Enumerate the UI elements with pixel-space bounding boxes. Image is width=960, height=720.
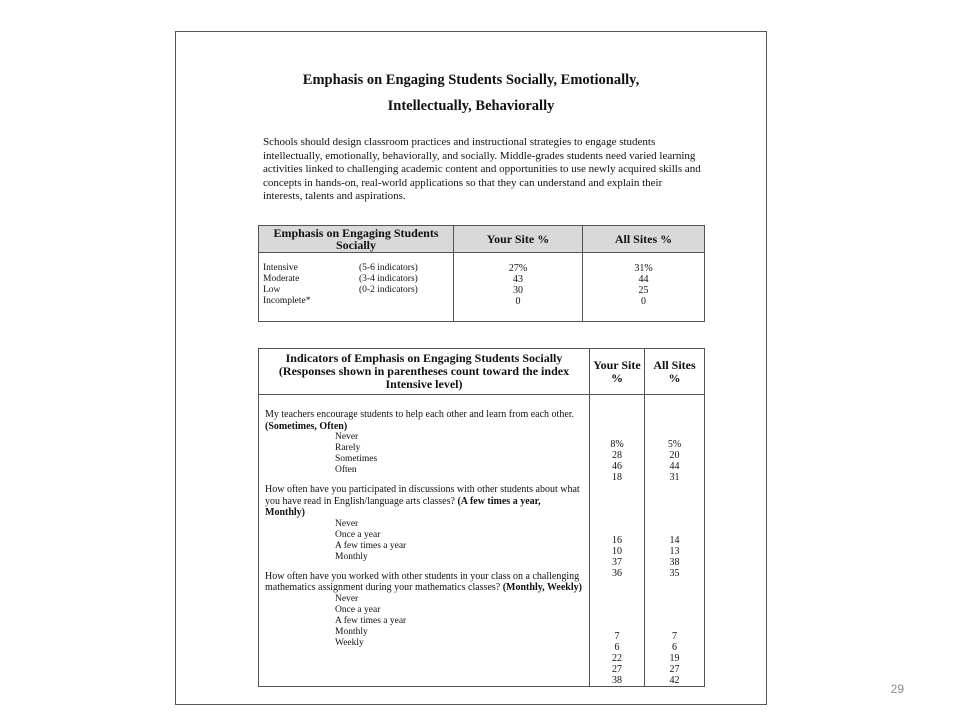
- document-page: [175, 31, 767, 705]
- summary-header-category: Emphasis on Engaging Students Socially: [259, 226, 454, 253]
- indicators-table: [258, 348, 705, 687]
- page-number: 29: [890, 682, 904, 696]
- page-title-line1: Emphasis on Engaging Students Socially, Emotionally,: [302, 72, 640, 88]
- indicators-header-question: Indicators of Emphasis on Engaging Students Socially (Responses shown in parentheses count toward the index Intensive level): [259, 349, 590, 395]
- summary-row: Intensive (5-6 indicators): [263, 263, 418, 273]
- question-text: How often have you worked with other students in your class on a challenging mathematics assignment during your mathematics classes? (Monthly, Weekly): [265, 570, 582, 593]
- indicators-header-all: All Sites %: [645, 349, 705, 395]
- summary-table: [258, 225, 705, 322]
- summary-all-cell: 31% 44 25 0: [583, 253, 705, 322]
- summary-site-cell: 27% 43 30 0: [454, 253, 583, 322]
- summary-label-cell: [259, 253, 454, 322]
- indicators-all-cell: 5% 20 44 31 14 13 38 35 7 6 19 27 42: [645, 395, 705, 687]
- option-list: Never Once a year A few times a year Monthly: [335, 518, 407, 562]
- question-text: How often have you participated in discussions with other students about what you have read in English/language arts classes? (A few times a year, Monthly): [265, 484, 580, 518]
- intro-paragraph: Schools should design classroom practices and instructional strategies to engage students intellectually, emotionally, behaviorally, and socially. Middle-grades students need varied learning activities linked to challenging academic content and opportunities to use newly acquired skills and concepts in hands-on, real-world applications so that they can understand and explain their interests, talents and aspirations.: [263, 136, 701, 203]
- indicators-site-cell: 8% 28 46 18 16 10 37 36 7 6 22 27 38: [590, 395, 645, 687]
- summary-row: Moderate (3-4 indicators): [263, 274, 418, 284]
- option-list: Never Once a year A few times a year Monthly Weekly: [335, 593, 407, 648]
- summary-row: Low (0-2 indicators): [263, 285, 418, 295]
- indicators-question-cell: [259, 395, 590, 687]
- option-list: Never Rarely Sometimes Often: [335, 432, 378, 475]
- indicators-header-site: Your Site %: [590, 349, 645, 395]
- page-title-line2: Intellectually, Behaviorally: [387, 98, 555, 114]
- summary-header-all: All Sites %: [583, 226, 705, 253]
- summary-row: Incomplete*: [263, 296, 311, 306]
- summary-header-site: Your Site %: [454, 226, 583, 253]
- question-text: My teachers encourage students to help each other and learn from each other. (Sometimes, Often): [265, 409, 575, 432]
